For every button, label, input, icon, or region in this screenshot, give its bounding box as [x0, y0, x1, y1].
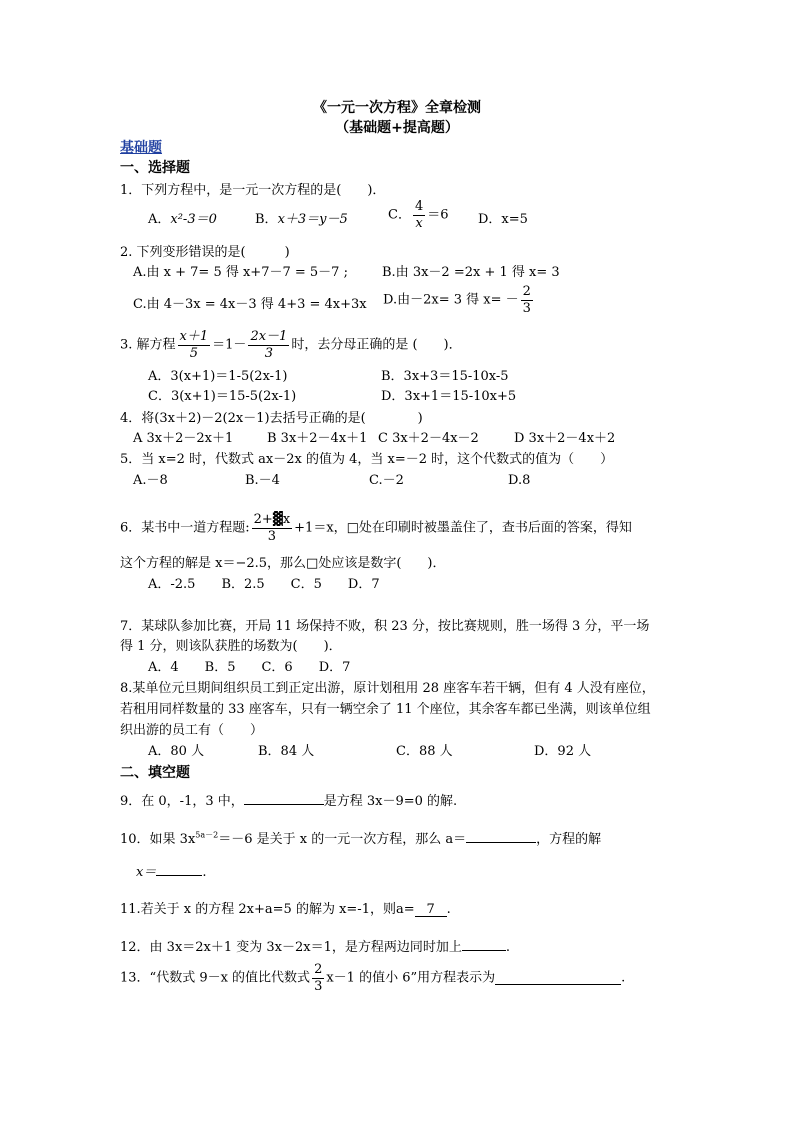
q11 [120, 903, 451, 917]
q13-post: . [621, 970, 626, 986]
q1-option-c-rest: ＝6 [427, 207, 449, 223]
q3-option-a: A．3(x+1)＝1-5(2x-1) [148, 369, 288, 384]
page-title: 《一元一次方程》全章检测 [313, 100, 481, 116]
q1-option-a [148, 213, 217, 226]
q10-a-blank[interactable] [466, 830, 536, 843]
q2-option-b: B.由 3x－2 =2x + 1 得 x= 3 [382, 265, 560, 280]
q12-pre: 12．由 3x＝2x＋1 变为 3x－2x＝1，是方程两边同时加上 [120, 940, 462, 955]
q3-stem-post: 时，去分母正确的是 ( )． [291, 337, 462, 353]
q6-stem [120, 513, 632, 543]
q4-option-b: B 3x＋2－4x＋1 [267, 431, 368, 446]
q4-option-c: C 3x＋2－4x－2 [378, 431, 479, 446]
q10-line2-pre: x＝ [136, 865, 157, 880]
q8-option-c: C．88 人 [396, 744, 453, 759]
q1-option-b [255, 213, 348, 226]
q4-stem: 4．将(3x＋2)－2(2x－1)去括号正确的是( ) [120, 411, 423, 426]
q11-post: . [446, 902, 451, 917]
q5-stem: 5．当 x=2 时，代数式 ax－2x 的值为 4，当 x=－2 时，这个代数式的值为（ ） [120, 452, 614, 467]
q2-option-d-text: D.由－2x= 3 得 x= － [383, 292, 519, 308]
q5-option-d: D.8 [508, 473, 531, 488]
q1-option-d: D．x=5 [478, 212, 528, 227]
q3-option-d: D．3x+1＝15-10x+5 [381, 389, 517, 404]
q3-stem-mid: ＝1－ [212, 337, 247, 353]
q10 [120, 830, 601, 846]
q3-fraction2-numerator: 2x－1 [250, 329, 288, 344]
q6-options: A．-2.5 B．2.5 C．5 D．7 [148, 577, 380, 592]
q6-fraction-numerator: 2+▓x [253, 512, 291, 527]
q13-fraction-numerator: 2 [314, 962, 323, 977]
q3-option-c: C．3(x+1)＝15-5(2x-1) [148, 389, 297, 404]
q9-answer-blank[interactable] [244, 792, 324, 805]
q6-stem-pre: 6．某书中一道方程题: [120, 520, 250, 536]
q1-option-c-label: C． [388, 207, 411, 223]
q3-fraction1-denominator: 5 [189, 345, 198, 361]
q2-option-c: C.由 4－3x = 4x－3 得 4+3 = 4x+3x [133, 297, 367, 312]
q1-option-b-label: B． [255, 212, 278, 227]
q10-solution-blank[interactable] [156, 863, 202, 876]
q10-mid: ＝－6 是关于 x 的一元一次方程，那么 a＝ [218, 832, 467, 847]
q1-option-b-expr: x＋3＝y－5 [277, 212, 348, 227]
q1-option-c-numerator: 4 [414, 199, 424, 214]
q9-pre: 9．在 0，-1，3 中， [120, 794, 244, 809]
q3-option-b: B．3x+3＝15-10x-5 [381, 369, 509, 384]
q2-stem: 2. 下列变形错误的是( ) [120, 245, 290, 260]
q3-stem [120, 330, 462, 360]
q1-option-a-label: A． [148, 212, 171, 227]
q6-line2: 这个方程的解是 x＝−2.5，那么□处应该是数字( )． [120, 556, 446, 571]
q9-post: 是方程 3x－9=0 的解. [323, 794, 458, 809]
q4-option-a: A 3x＋2－2x＋1 [133, 431, 234, 446]
q4-option-d: D 3x＋2－4x＋2 [514, 431, 616, 446]
q1-option-c-denominator: x [415, 215, 423, 231]
q8-line2: 若租用同样数量的 33 座客车，只有一辆空余了 11 个座位，其余客车都已坐满，则该单位组 [120, 702, 651, 717]
q5-option-c: C.－2 [369, 473, 404, 488]
q1-stem: 1．下列方程中，是一元一次方程的是( )． [120, 183, 386, 198]
q7-line2: 得 1 分，则该队获胜的场数为( )． [120, 639, 342, 654]
q10-line2-post: . [202, 865, 207, 880]
q2-option-d-numerator: 2 [522, 284, 531, 299]
q9 [120, 792, 457, 808]
section-basic-heading: 基础题 [120, 140, 162, 156]
q3-fraction2-denominator: 3 [264, 345, 274, 361]
q7-line1: 7．某球队参加比赛，开局 11 场保持不败，积 23 分，按比赛规则，胜一场得 3 分，平一场 [120, 619, 650, 634]
q8-line1: 8.某单位元旦期间组织员工到正定出游，原计划租用 28 座客车若干辆，但有 4 人没有座位， [120, 681, 655, 696]
q13-answer-blank[interactable] [495, 972, 621, 985]
q1-option-c [388, 200, 449, 230]
q8-line3: 织出游的员工有（ ） [120, 723, 264, 738]
q13 [120, 963, 625, 993]
q12 [120, 938, 510, 954]
q3-fraction1-numerator: x＋1 [179, 329, 209, 344]
q12-post: . [505, 940, 511, 955]
q10-exponent: 5a－2 [195, 830, 219, 840]
q13-pre: 13．“代数式 9－x 的值比代数式 [120, 970, 311, 986]
q6-stem-post: +1＝x，□处在印刷时被墨盖住了，查书后面的答案，得知 [294, 520, 632, 536]
q1-option-a-expr: x²-3＝0 [170, 212, 217, 227]
q5-option-b: B.－4 [245, 473, 280, 488]
part2-heading: 二、填空题 [120, 765, 190, 781]
q3-stem-pre: 3. 解方程 [120, 337, 176, 353]
q10-pre: 10．如果 3x [120, 832, 196, 847]
q7-options: A．4 B．5 C．6 D．7 [148, 660, 351, 675]
page-subtitle: （基础题+提高题） [335, 120, 459, 136]
q13-mid: x－1 的值小 6”用方程表示为 [326, 970, 496, 986]
q5-option-a: A.－8 [133, 473, 168, 488]
q12-answer-blank[interactable] [462, 938, 506, 951]
part1-heading: 一、选择题 [120, 160, 190, 176]
q8-option-a: A．80 人 [148, 744, 205, 759]
q8-option-d: D．92 人 [534, 744, 592, 759]
q10-line2 [136, 863, 206, 879]
q11-answer: 7 [415, 903, 447, 917]
q2-option-d [383, 285, 535, 315]
q11-pre: 11.若关于 x 的方程 2x+a=5 的解为 x=-1，则a= [120, 902, 415, 917]
q6-fraction-denominator: 3 [267, 528, 277, 544]
q13-fraction-denominator: 3 [314, 978, 323, 994]
q2-option-d-denominator: 3 [522, 300, 531, 316]
q10-post: ，方程的解 [536, 832, 602, 847]
q8-option-b: B．84 人 [258, 744, 315, 759]
q2-option-a: A.由 x + 7= 5 得 x+7－7 = 5－7 ; [133, 265, 348, 280]
